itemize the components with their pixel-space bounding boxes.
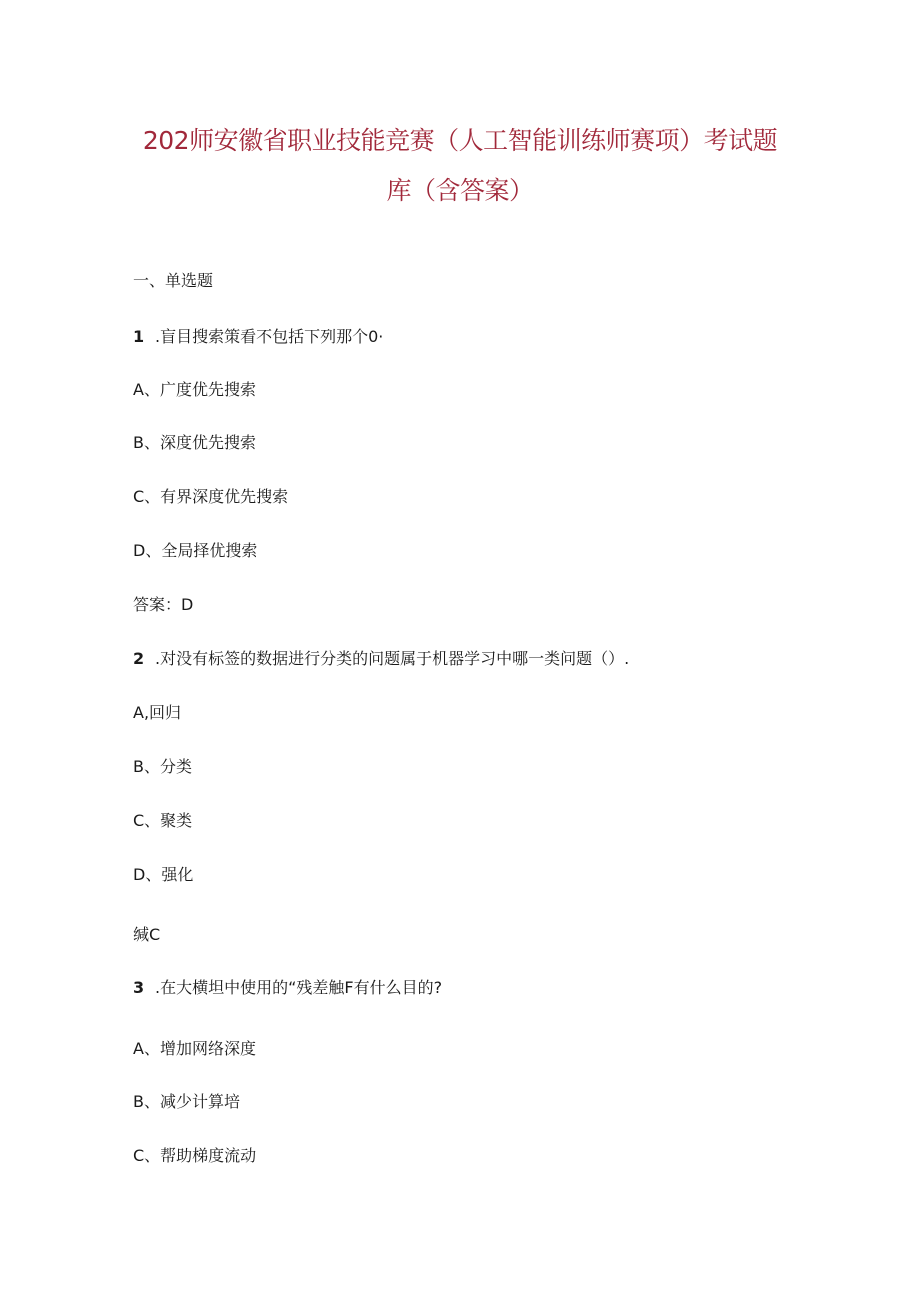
q1-option-b: B、深度优先搜索	[133, 433, 256, 452]
question-number: 3	[133, 978, 145, 997]
q1-option-d: D、全局择优搜索	[133, 541, 258, 560]
question-text: .对没有标签的数据进行分类的问题属于机器学习中哪一类问题（）.	[155, 649, 630, 668]
q3-option-b: B、减少计算培	[133, 1092, 240, 1111]
q2-option-d: D、强化	[133, 865, 194, 884]
q1-option-a: A、广度优先搜索	[133, 380, 256, 399]
question-text: .盲目搜索策看不包括下列那个0·	[155, 327, 384, 346]
question-1	[133, 327, 383, 347]
document-title-line-1: 202师安徽省职业技能竞赛（人工智能训练师赛项）考试题	[142, 126, 778, 155]
question-number: 2	[133, 649, 145, 668]
section-heading: 一、单选题	[133, 271, 214, 290]
question-3	[133, 978, 442, 998]
question-number: 1	[133, 327, 145, 346]
q2-option-a: A,回归	[133, 703, 182, 722]
q1-option-c: C、有界深度优先搜索	[133, 487, 289, 506]
question-2	[133, 649, 629, 669]
q2-option-b: B、分类	[133, 757, 192, 776]
q2-option-c: C、聚类	[133, 811, 193, 830]
q3-option-c: C、帮助梯度流动	[133, 1146, 257, 1165]
q3-option-a: A、增加网络深度	[133, 1039, 256, 1058]
question-text: .在大横坦中使用的“残差触F有什么目的?	[155, 978, 443, 997]
q1-answer: 答案：D	[133, 595, 194, 614]
document-title-line-2: 库（含答案）	[386, 176, 534, 205]
q2-answer: 缄C	[133, 925, 161, 944]
